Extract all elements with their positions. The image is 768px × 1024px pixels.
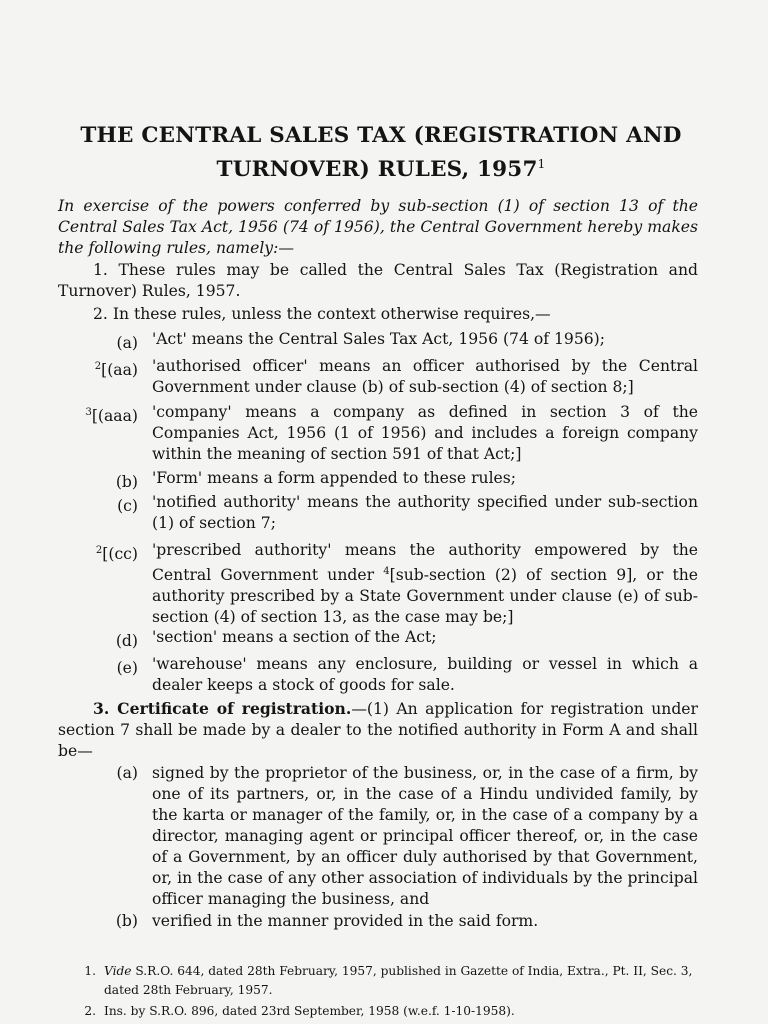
definition-cc-text: 'prescribed authority' means the authority empowered by the Central Government under $^4$[sub-section (2) of section 9], or the authority prescribed by a State Government under clause (e) of sub-section (4) of section 13, as the case may be;] <box>152 541 698 627</box>
definition-cc-label: $^2$[(cc) <box>95 545 138 564</box>
title-footnote-mark: 1 <box>537 157 546 171</box>
definition-aaa-text: 'company' means a company as defined in section 3 of the Companies Act, 1956 (1 of 1956) and includes a foreign company within the meaning of section 591 of that Act;] <box>152 403 698 463</box>
definition-d-label: (d) <box>115 632 138 651</box>
rule-1: 1. These rules may be called the Central Sales Tax (Registration and Turnover) Rules, 1957. <box>58 261 698 300</box>
rule-3-item-a-text: signed by the proprietor of the business, or, in the case of a firm, by one of its partners, or, in the case of a Hindu undivided family, by the karta or manager of the family, or, in the case of a company by a director, managing agent or principal officer thereof, or, in the case of a Government, by an officer duly authorised by that Government, or, in the case of any other association of individuals by the principal officer managing the business, and <box>152 764 698 908</box>
rule-3-item-b-label: (b) <box>115 912 138 930</box>
rule-3 <box>58 698 698 762</box>
rule-3-heading: 3. Certificate of registration. <box>93 699 352 718</box>
footnote-2-text: Ins. by S.R.O. 896, dated 23rd September, 1958 (w.e.f. 1-10-1958). <box>104 1004 515 1018</box>
rule-3-item-b-text: verified in the manner provided in the said form. <box>152 912 539 930</box>
definition-c-label: (c) <box>117 497 138 516</box>
definition-aa-label: $^2$[(aa) <box>94 361 138 380</box>
definition-aaa-label: $^3$[(aaa) <box>85 407 138 426</box>
definition-aaa-mark: 3 <box>85 407 92 418</box>
title-line-2 <box>58 150 704 184</box>
definition-c-text: 'notified authority' means the authority specified under sub-section (1) of section 7; <box>152 493 698 532</box>
definition-e-label: (e) <box>116 659 138 678</box>
definition-b-label: (b) <box>115 473 138 492</box>
footnote-1-text: Vide S.R.O. 644, dated 28th February, 1957, published in Gazette of India, Extra., Pt. II, Sec. 3, dated 28th February, 1957. <box>104 964 693 997</box>
title-line-1: THE CENTRAL SALES TAX (REGISTRATION AND <box>80 123 682 148</box>
definition-a-text: 'Act' means the Central Sales Tax Act, 1956 (74 of 1956); <box>152 330 605 348</box>
footnote-1-number: 1. <box>84 964 96 978</box>
definition-d-text: 'section' means a section of the Act; <box>152 628 437 646</box>
definition-cc-mark: 2 <box>95 545 103 556</box>
definition-e-text: 'warehouse' means any enclosure, building or vessel in which a dealer keeps a stock of goods for sale. <box>152 655 698 694</box>
title-line-2-text: TURNOVER) RULES, 1957 <box>216 157 538 183</box>
definition-b-text: 'Form' means a form appended to these rules; <box>152 469 517 487</box>
footnote-2-number: 2. <box>84 1004 96 1018</box>
definition-a-label: (a) <box>116 334 138 353</box>
rule-2: 2. In these rules, unless the context otherwise requires,— <box>93 305 551 323</box>
definition-cc-inner-mark: 4 <box>383 566 390 577</box>
definition-aa-mark: 2 <box>94 361 102 372</box>
intro-paragraph: In exercise of the powers conferred by sub-section (1) of section 13 of the Central Sales Tax Act, 1956 (74 of 1956), the Central Government hereby makes the following rules, namely:— <box>58 197 698 257</box>
rule-3-text: —(1) An application for registration under section 7 shall be made by a dealer to the notified authority in Form A and shall be— <box>58 700 698 760</box>
definition-aa-text: 'authorised officer' means an officer authorised by the Central Government under clause (b) of sub-section (4) of section 8;] <box>152 357 698 396</box>
page-title <box>58 121 704 184</box>
rule-3-item-a-label: (a) <box>116 764 138 782</box>
